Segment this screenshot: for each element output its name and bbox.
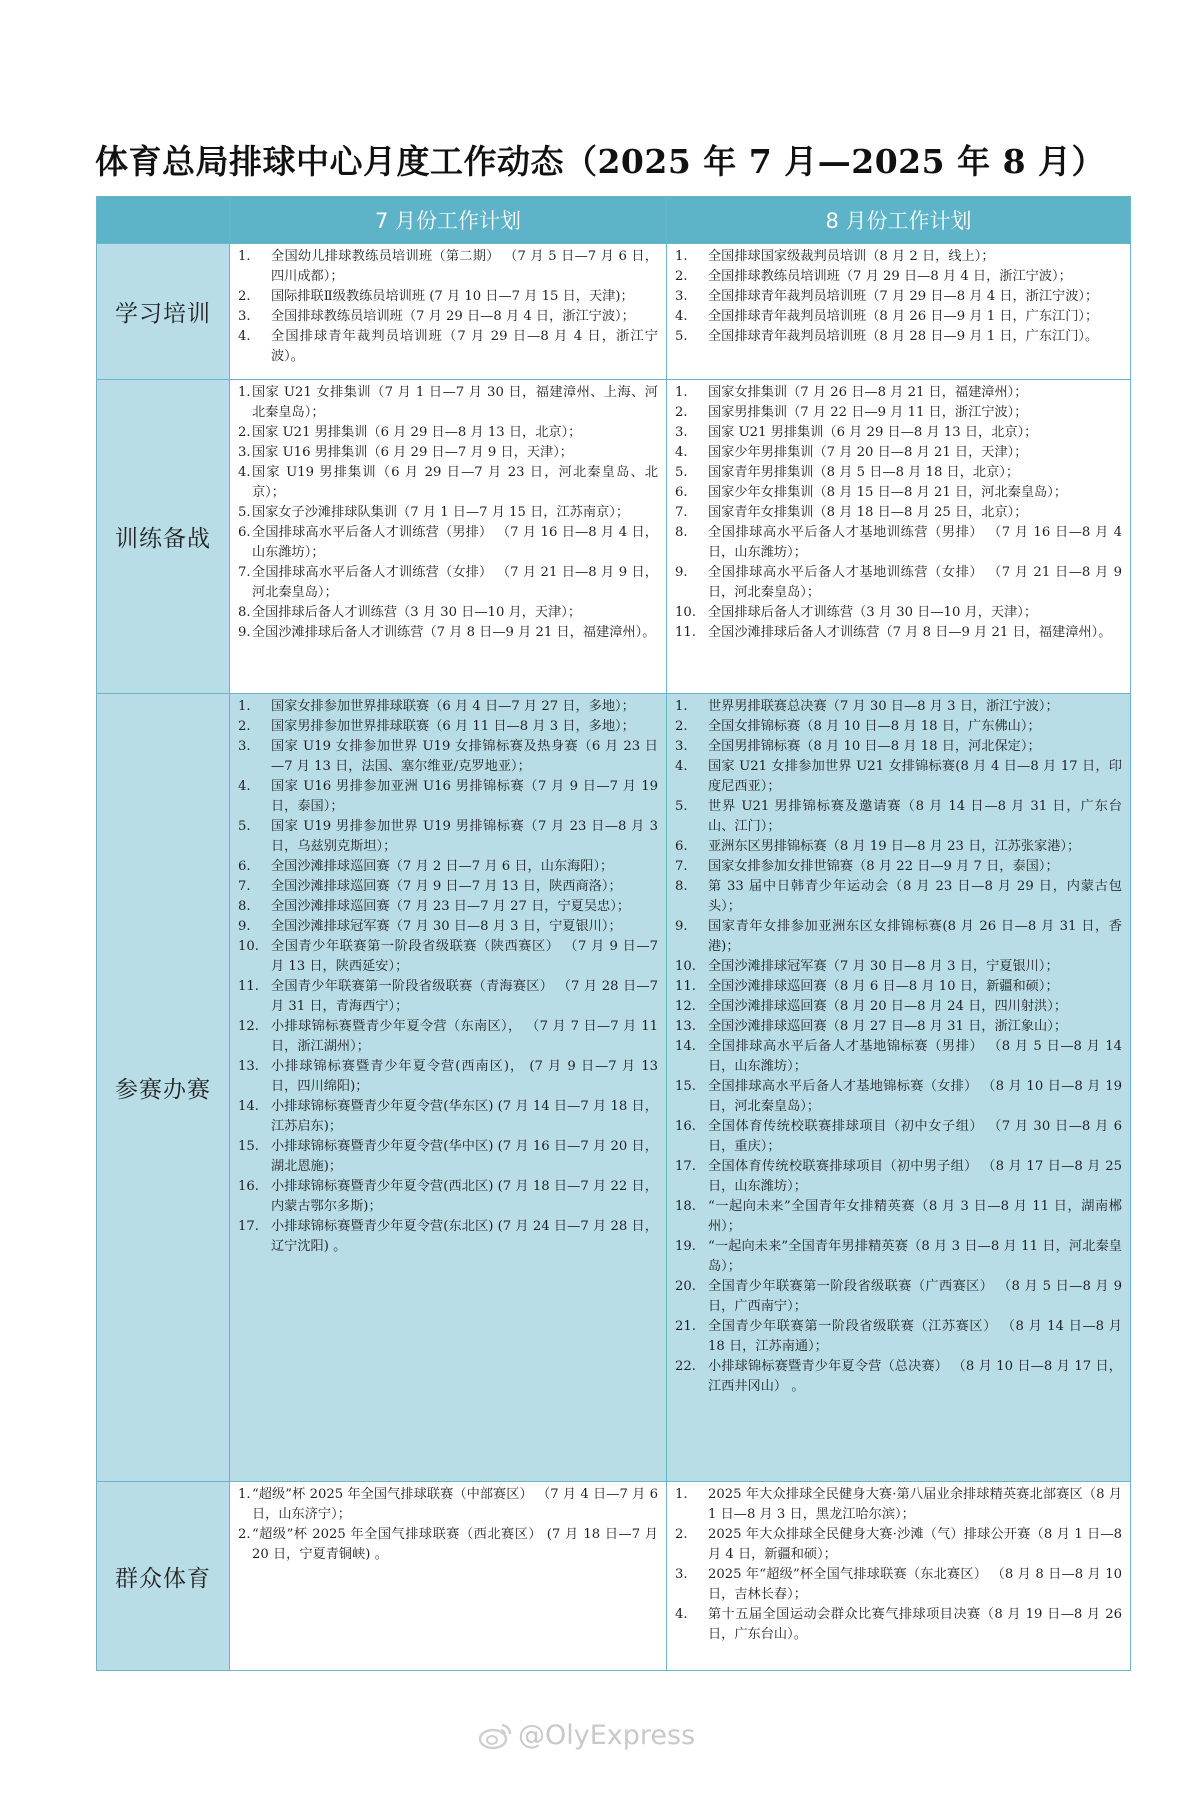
item-text: 全国排球高水平后备人才基地训练营（女排） （7 月 21 日—8 月 9 日，河北秦皇岛）； — [708, 565, 1122, 600]
item-text: 国家 U21 女排集训（7 月 1 日—7 月 30 日，福建漳州、上海、河北秦皇岛）； — [252, 385, 658, 420]
item-number: 12. — [675, 999, 696, 1014]
item-text: 世界 U21 男排锦标赛及邀请赛（8 月 14 日—8 月 31 日，广东台山、江门）； — [708, 799, 1122, 834]
item-number: 11. — [675, 625, 696, 640]
item-text: 全国排球青年裁判员培训班（8 月 28 日—9 月 1 日，广东江门）。 — [708, 329, 1099, 344]
list-item — [675, 1237, 1122, 1277]
item-text: 国家青年女排集训（8 月 18 日—8 月 25 日，北京）； — [708, 505, 1028, 520]
item-number: 2. — [238, 1527, 251, 1542]
item-text: 全国排球青年裁判员培训班（7 月 29 日—8 月 4 日，浙江宁波）； — [708, 289, 1099, 304]
list-item — [238, 817, 658, 857]
list-item — [238, 877, 658, 897]
list-item — [675, 1037, 1122, 1077]
list-item — [238, 857, 658, 877]
item-number: 1. — [675, 699, 688, 714]
list-item — [675, 1565, 1122, 1605]
item-text: 全国青少年联赛第一阶段省级联赛（青海赛区） （7 月 28 日—7 月 31 日，青海西宁）； — [271, 979, 658, 1014]
list-item — [675, 1605, 1122, 1645]
item-number: 10. — [238, 939, 259, 954]
list-item — [238, 1217, 658, 1257]
item-number: 2. — [238, 289, 251, 304]
item-number: 16. — [675, 1119, 696, 1134]
column-header-august: 8 月份工作计划 — [667, 197, 1131, 244]
item-number: 13. — [675, 1019, 696, 1034]
item-number: 7. — [675, 859, 688, 874]
list-item — [675, 1317, 1122, 1357]
item-text: 国家女排集训（7 月 26 日—8 月 21 日，福建漳州）； — [708, 385, 1028, 400]
item-text: 全国排球青年裁判员培训班（8 月 26 日—9 月 1 日，广东江门）； — [708, 309, 1099, 324]
list-item — [675, 857, 1122, 877]
item-text: 全国排球高水平后备人才基地训练营（男排） （7 月 16 日—8 月 4 日，山东潍坊）； — [708, 525, 1122, 560]
item-number: 9. — [238, 625, 251, 640]
item-text: 国家青年女排参加亚洲东区女排锦标赛(8 月 26 日—8 月 31 日，香港)； — [708, 919, 1122, 954]
item-number: 2. — [238, 425, 251, 440]
august-study-list — [667, 244, 1131, 380]
item-text: 全国女排锦标赛（8 月 10 日—8 月 18 日，广东佛山）； — [708, 719, 1041, 734]
table-row — [97, 1482, 1131, 1671]
item-number: 3. — [675, 1567, 688, 1582]
item-text: 全国排球高水平后备人才基地锦标赛（女排） （8 月 10 日—8 月 19 日，河北秦皇岛）； — [708, 1079, 1122, 1114]
list-item — [238, 717, 658, 737]
item-text: 第十五届全国运动会群众比赛气排球项目决赛（8 月 19 日—8 月 26 日，广东台山）。 — [708, 1607, 1122, 1642]
july-competition-list — [230, 694, 667, 1482]
item-text: 全国沙滩排球巡回赛（7 月 2 日—7 月 6 日，山东海阳）； — [271, 859, 614, 874]
item-number: 6. — [238, 525, 251, 540]
item-text: 全国沙滩排球巡回赛（8 月 20 日—8 月 24 日，四川射洪）； — [708, 999, 1068, 1014]
item-number: 8. — [675, 525, 688, 540]
item-number: 4. — [238, 329, 251, 344]
item-text: 全国青少年联赛第一阶段省级联赛（广西赛区） （8 月 5 日—8 月 9 日，广西南宁）； — [708, 1279, 1122, 1314]
item-text: 全国排球教练员培训班（7 月 29 日—8 月 4 日，浙江宁波）； — [271, 309, 635, 324]
item-text: 全国沙滩排球巡回赛（8 月 27 日—8 月 31 日，浙江象山）； — [708, 1019, 1068, 1034]
item-text: 2025 年“超级”杯全国气排球联赛（东北赛区） （8 月 8 日—8 月 10 日，吉林长春）； — [708, 1567, 1122, 1602]
item-number: 4. — [675, 1607, 688, 1622]
list-item — [675, 503, 1122, 523]
column-header-july: 7 月份工作计划 — [230, 197, 667, 244]
item-number: 1. — [675, 249, 688, 264]
item-text: 国家 U19 男排参加世界 U19 男排锦标赛（7 月 23 日—8 月 3 日，乌兹别克斯坦）； — [271, 819, 658, 854]
item-number: 2. — [238, 719, 251, 734]
list-item — [675, 623, 1122, 643]
list-item — [238, 523, 658, 563]
list-item — [675, 957, 1122, 977]
list-item — [238, 1097, 658, 1137]
list-item — [238, 1485, 658, 1525]
list-item — [675, 1017, 1122, 1037]
item-text: 小排球锦标赛暨青少年夏令营(华东区) (7 月 14 日—7 月 18 日，江苏启东)； — [271, 1099, 658, 1134]
list-item — [238, 1057, 658, 1097]
item-number: 8. — [238, 899, 251, 914]
item-text: “超级”杯 2025 年全国气排球联赛（中部赛区） （7 月 4 日—7 月 6 日，山东济宁）； — [252, 1487, 658, 1522]
item-number: 4. — [675, 309, 688, 324]
list-item — [675, 697, 1122, 717]
item-number: 19. — [675, 1239, 696, 1254]
item-number: 4. — [238, 465, 251, 480]
item-text: 全国排球高水平后备人才基地锦标赛（男排） （8 月 5 日—8 月 14 日，山东潍坊）； — [708, 1039, 1122, 1074]
list-item — [675, 1525, 1122, 1565]
item-number: 1. — [238, 385, 251, 400]
item-text: 小排球锦标赛暨青少年夏令营(西北区) (7 月 18 日—7 月 22 日，内蒙古鄂尔多斯)； — [271, 1179, 658, 1214]
category-label-study: 学习培训 — [97, 244, 230, 380]
item-text: 小排球锦标赛暨青少年夏令营(华中区) (7 月 16 日—7 月 20 日，湖北恩施)； — [271, 1139, 658, 1174]
category-label-competition: 参赛办赛 — [97, 694, 230, 1482]
item-number: 1. — [238, 1487, 251, 1502]
item-number: 14. — [675, 1039, 696, 1054]
weibo-logo-icon — [478, 1722, 512, 1750]
item-number: 3. — [675, 425, 688, 440]
item-number: 3. — [238, 445, 251, 460]
item-number: 7. — [238, 879, 251, 894]
list-item — [675, 757, 1122, 797]
list-item — [675, 797, 1122, 837]
list-item — [675, 287, 1122, 307]
item-number: 4. — [675, 759, 688, 774]
item-number: 4. — [675, 445, 688, 460]
item-text: 全国青少年联赛第一阶段省级联赛（陕西赛区） （7 月 9 日—7 月 13 日，陕西延安）； — [271, 939, 658, 974]
item-number: 1. — [675, 1487, 688, 1502]
list-item — [675, 877, 1122, 917]
list-item — [675, 837, 1122, 857]
list-item — [675, 307, 1122, 327]
item-text: 全国沙滩排球冠军赛（7 月 30 日—8 月 3 日，宁夏银川）； — [708, 959, 1059, 974]
item-text: 国家少年女排集训（8 月 15 日—8 月 21 日，河北秦皇岛）； — [708, 485, 1068, 500]
list-item — [675, 327, 1122, 347]
list-item — [675, 443, 1122, 463]
list-item — [238, 307, 658, 327]
list-item — [675, 1357, 1122, 1397]
item-number: 6. — [238, 859, 251, 874]
item-text: 国家 U21 男排集训（6 月 29 日—8 月 13 日，北京）； — [252, 425, 582, 440]
item-text: 小排球锦标赛暨青少年夏令营（东南区）， （7 月 7 日—7 月 11 日，浙江湖州）； — [271, 1019, 658, 1054]
item-number: 1. — [238, 249, 251, 264]
item-number: 6. — [675, 485, 688, 500]
item-text: 2025 年大众排球全民健身大赛·沙滩（气）排球公开赛（8 月 1 日—8 月 4 日，新疆和硕）； — [708, 1527, 1122, 1562]
item-text: 国家少年男排集训（7 月 20 日—8 月 21 日，天津）； — [708, 445, 1028, 460]
list-item — [238, 423, 658, 443]
item-number: 2. — [675, 269, 688, 284]
july-study-list — [230, 244, 667, 380]
item-number: 1. — [238, 699, 251, 714]
item-number: 9. — [675, 565, 688, 580]
item-number: 7. — [675, 505, 688, 520]
list-item — [238, 287, 658, 307]
list-item — [675, 917, 1122, 957]
list-item — [238, 623, 658, 643]
list-item — [238, 247, 658, 287]
item-text: 全国排球青年裁判员培训班（7 月 29 日—8 月 4 日，浙江宁波）。 — [271, 329, 658, 364]
list-item — [675, 1117, 1122, 1157]
item-number: 17. — [238, 1219, 259, 1234]
item-text: 全国体育传统校联赛排球项目（初中男子组） （8 月 17 日—8 月 25 日，山东潍坊）； — [708, 1159, 1122, 1194]
item-text: 全国幼儿排球教练员培训班（第二期） （7 月 5 日—7 月 6 日，四川成都）； — [271, 249, 658, 284]
item-text: 世界男排联赛总决赛（7 月 30 日—8 月 3 日，浙江宁波）； — [708, 699, 1059, 714]
item-number: 21. — [675, 1319, 696, 1334]
list-item — [675, 717, 1122, 737]
item-number: 8. — [675, 879, 688, 894]
list-item — [238, 1017, 658, 1057]
item-text: 国家 U21 女排参加世界 U21 女排锦标赛(8 月 4 日—8 月 17 日，印度尼西亚）； — [708, 759, 1122, 794]
table-header-row — [97, 197, 1131, 244]
table-row — [97, 380, 1131, 694]
item-number: 7. — [238, 565, 251, 580]
item-text: 国家女排参加女排世锦赛（8 月 22 日—9 月 7 日，泰国）； — [708, 859, 1059, 874]
item-text: 全国沙滩排球后备人才训练营（7 月 8 日—9 月 21 日，福建漳州）。 — [708, 625, 1112, 640]
list-item — [238, 463, 658, 503]
list-item — [675, 463, 1122, 483]
item-text: 国家 U19 女排参加世界 U19 女排锦标赛及热身赛（6 月 23 日—7 月 13 日，法国、塞尔维亚/克罗地亚）； — [271, 739, 658, 774]
item-text: 小排球锦标赛暨青少年夏令营(东北区) (7 月 24 日—7 月 28 日，辽宁沈阳) 。 — [271, 1219, 658, 1254]
item-number: 5. — [675, 799, 688, 814]
item-text: 全国排球后备人才训练营（3 月 30 日—10 月，天津）； — [708, 605, 1038, 620]
table-row — [97, 244, 1131, 380]
list-item — [675, 1157, 1122, 1197]
august-public-list — [667, 1482, 1131, 1671]
item-number: 20. — [675, 1279, 696, 1294]
item-number: 22. — [675, 1359, 696, 1374]
item-text: 国家女排参加世界排球联赛（6 月 4 日—7 月 27 日，多地）； — [271, 699, 635, 714]
document-title: 体育总局排球中心月度工作动态（2025 年 7 月—2025 年 8 月） — [94, 142, 1106, 181]
item-number: 3. — [675, 289, 688, 304]
list-item — [238, 977, 658, 1017]
list-item — [238, 1525, 658, 1565]
list-item — [675, 603, 1122, 623]
list-item — [238, 1177, 658, 1217]
item-text: “一起向未来”全国青年女排精英赛（8 月 3 日—8 月 11 日，湖南郴州）； — [708, 1199, 1122, 1234]
item-text: 国家 U19 男排集训（6 月 29 日—7 月 23 日，河北秦皇岛、北京）； — [252, 465, 658, 500]
item-text: 全国沙滩排球巡回赛（7 月 9 日—7 月 13 日，陕西商洛）； — [271, 879, 622, 894]
list-item — [675, 737, 1122, 757]
item-text: “一起向未来”全国青年男排精英赛（8 月 3 日—8 月 11 日，河北秦皇岛）； — [708, 1239, 1122, 1274]
item-number: 9. — [238, 919, 251, 934]
list-item — [238, 443, 658, 463]
item-text: 国家 U21 男排集训（6 月 29 日—8 月 13 日，北京）； — [708, 425, 1038, 440]
item-number: 6. — [675, 839, 688, 854]
item-number: 3. — [238, 309, 251, 324]
item-text: 全国沙滩排球巡回赛（7 月 23 日—7 月 27 日，宁夏吴忠）； — [271, 899, 631, 914]
list-item — [675, 483, 1122, 503]
item-text: “超级”杯 2025 年全国气排球联赛（西北赛区） (7 月 18 日—7 月 20 日，宁夏青铜峡) 。 — [252, 1527, 658, 1562]
list-item — [238, 503, 658, 523]
item-number: 9. — [675, 919, 688, 934]
item-number: 10. — [675, 959, 696, 974]
item-number: 2. — [675, 1527, 688, 1542]
item-number: 1. — [675, 385, 688, 400]
item-text: 全国排球后备人才训练营（3 月 30 日—10 月，天津）； — [252, 605, 582, 620]
list-item — [675, 1077, 1122, 1117]
july-public-list — [230, 1482, 667, 1671]
item-text: 国际排联Ⅱ级教练员培训班 (7 月 10 日—7 月 15 日，天津)； — [271, 289, 634, 304]
item-text: 小排球锦标赛暨青少年夏令营(西南区)， (7 月 9 日—7 月 13 日，四川绵阳)； — [271, 1059, 658, 1094]
item-number: 12. — [238, 1019, 259, 1034]
item-number: 15. — [675, 1079, 696, 1094]
item-text: 全国排球高水平后备人才训练营（男排） （7 月 16 日—8 月 4 日，山东潍坊）； — [252, 525, 658, 560]
watermark-text: @OlyExpress — [518, 1720, 696, 1751]
item-number: 18. — [675, 1199, 696, 1214]
item-number: 13. — [238, 1059, 259, 1074]
category-label-public: 群众体育 — [97, 1482, 230, 1671]
august-training-list — [667, 380, 1131, 694]
item-number: 5. — [675, 465, 688, 480]
item-number: 5. — [675, 329, 688, 344]
item-number: 10. — [675, 605, 696, 620]
item-text: 国家女子沙滩排球队集训（7 月 1 日—7 月 15 日，江苏南京）； — [252, 505, 630, 520]
item-number: 11. — [238, 979, 259, 994]
item-text: 国家男排参加世界排球联赛（6 月 11 日—8 月 3 日，多地）； — [271, 719, 635, 734]
list-item — [675, 997, 1122, 1017]
list-item — [675, 383, 1122, 403]
list-item — [675, 523, 1122, 563]
list-item — [238, 563, 658, 603]
item-text: 全国沙滩排球后备人才训练营（7 月 8 日—9 月 21 日，福建漳州）。 — [252, 625, 656, 640]
item-text: 小排球锦标赛暨青少年夏令营（总决赛） （8 月 10 日—8 月 17 日，江西井冈山） 。 — [708, 1359, 1122, 1394]
list-item — [238, 1137, 658, 1177]
item-text: 2025 年大众排球全民健身大赛·第八届业余排球精英赛北部赛区（8 月 1 日—8 月 3 日，黑龙江哈尔滨）； — [708, 1487, 1122, 1522]
item-text: 第 33 届中日韩青少年运动会（8 月 23 日—8 月 29 日，内蒙古包头）； — [708, 879, 1122, 914]
list-item — [238, 937, 658, 977]
item-text: 全国沙滩排球巡回赛（8 月 6 日—8 月 10 日，新疆和硕）； — [708, 979, 1059, 994]
list-item — [238, 383, 658, 423]
item-text: 国家 U16 男排集训（6 月 29 日—7 月 9 日，天津）； — [252, 445, 573, 460]
list-item — [675, 267, 1122, 287]
item-text: 全国排球教练员培训班（7 月 29 日—8 月 4 日，浙江宁波）； — [708, 269, 1072, 284]
list-item — [675, 1277, 1122, 1317]
list-item — [675, 1197, 1122, 1237]
list-item — [675, 403, 1122, 423]
item-number: 4. — [238, 779, 251, 794]
watermark — [478, 1720, 695, 1751]
list-item — [238, 737, 658, 777]
item-text: 国家青年男排集训（8 月 5 日—8 月 18 日，北京）； — [708, 465, 1020, 480]
list-item — [238, 897, 658, 917]
work-plan-table — [96, 196, 1131, 1671]
item-number: 5. — [238, 505, 251, 520]
list-item — [675, 247, 1122, 267]
item-number: 3. — [675, 739, 688, 754]
list-item — [238, 917, 658, 937]
item-text: 国家 U16 男排参加亚洲 U16 男排锦标赛（7 月 9 日—7 月 19 日，泰国）； — [271, 779, 658, 814]
item-number: 2. — [675, 405, 688, 420]
item-text: 国家男排集训（7 月 22 日—9 月 11 日，浙江宁波）； — [708, 405, 1028, 420]
item-text: 全国青少年联赛第一阶段省级联赛（江苏赛区） （8 月 14 日—8 月 18 日，江苏南通）； — [708, 1319, 1122, 1354]
item-number: 14. — [238, 1099, 259, 1114]
category-label-training: 训练备战 — [97, 380, 230, 694]
item-text: 亚洲东区男排锦标赛（8 月 19 日—8 月 23 日，江苏张家港）； — [708, 839, 1081, 854]
item-number: 11. — [675, 979, 696, 994]
august-competition-list — [667, 694, 1131, 1482]
item-number: 3. — [238, 739, 251, 754]
list-item — [675, 1485, 1122, 1525]
july-training-list — [230, 380, 667, 694]
list-item — [675, 423, 1122, 443]
list-item — [238, 697, 658, 717]
item-number: 2. — [675, 719, 688, 734]
table-row — [97, 694, 1131, 1482]
item-text: 全国男排锦标赛（8 月 10 日—8 月 18 日，河北保定）； — [708, 739, 1041, 754]
list-item — [675, 977, 1122, 997]
list-item — [675, 563, 1122, 603]
list-item — [238, 777, 658, 817]
list-item — [238, 327, 658, 367]
item-text: 全国体育传统校联赛排球项目（初中女子组） （7 月 30 日—8 月 6 日，重庆）； — [708, 1119, 1122, 1154]
item-number: 15. — [238, 1139, 259, 1154]
header-corner-cell — [97, 197, 230, 244]
item-number: 17. — [675, 1159, 696, 1174]
item-number: 8. — [238, 605, 251, 620]
item-number: 16. — [238, 1179, 259, 1194]
list-item — [238, 603, 658, 623]
item-number: 5. — [238, 819, 251, 834]
item-text: 全国排球国家级裁判员培训（8 月 2 日，线上）； — [708, 249, 995, 264]
item-text: 全国沙滩排球冠军赛（7 月 30 日—8 月 3 日，宁夏银川）； — [271, 919, 622, 934]
item-text: 全国排球高水平后备人才训练营（女排） （7 月 21 日—8 月 9 日，河北秦皇岛）； — [252, 565, 658, 600]
